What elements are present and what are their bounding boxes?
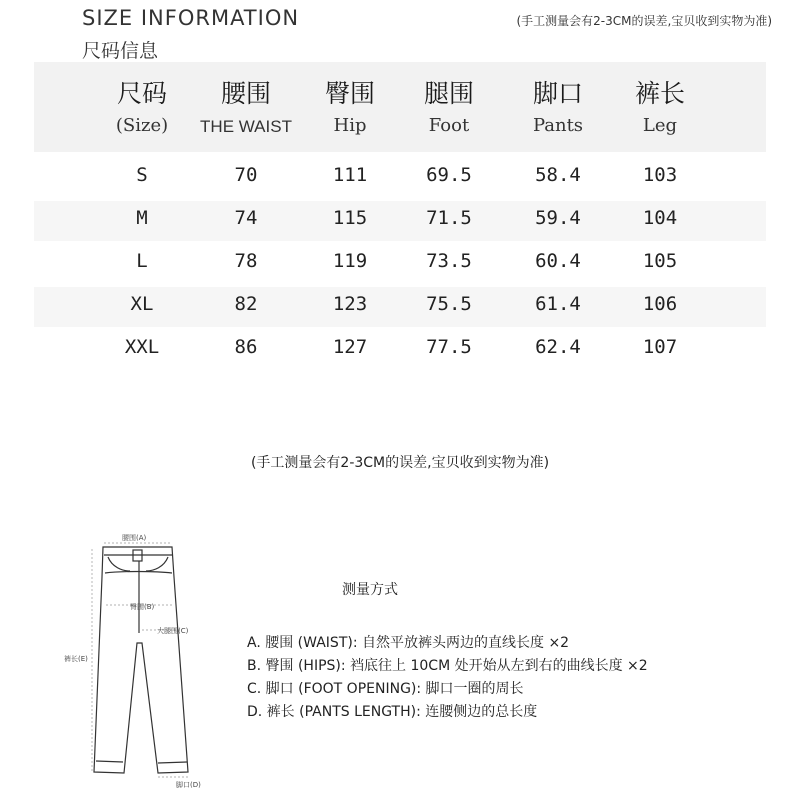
column-header-en: THE WAIST — [200, 117, 292, 136]
column-header-zh: 尺码 — [116, 79, 167, 108]
column-header-zh: 裤长 — [634, 79, 685, 108]
table-cell: 119 — [332, 250, 368, 272]
table-cell: 60.4 — [535, 250, 581, 272]
title-chinese: 尺码信息 — [82, 40, 159, 62]
table-cell: 107 — [642, 336, 678, 358]
table-cell: 71.5 — [426, 207, 472, 229]
diagram-label-thigh: 大腿围(C) — [157, 627, 189, 635]
table-cell: 82 — [234, 293, 258, 315]
table-cell: 104 — [642, 207, 678, 229]
table-cell: 111 — [332, 164, 368, 186]
table-cell: 78 — [234, 250, 258, 272]
table-cell: 61.4 — [535, 293, 581, 315]
diagram-label-hip: 臀围(B) — [130, 603, 155, 611]
table-cell: 62.4 — [535, 336, 581, 358]
method-item-length: D. 裤长 (PANTS LENGTH): 连腰侧边的总长度 — [247, 704, 538, 720]
table-cell: 75.5 — [426, 293, 472, 315]
diagram-label-length: 裤长(E) — [64, 655, 88, 663]
pants-diagram — [60, 525, 220, 795]
table-cell: 59.4 — [535, 207, 581, 229]
size-cell: XL — [130, 293, 154, 315]
column-header-en: Hip — [333, 115, 367, 136]
title-english: SIZE INFORMATION — [82, 6, 300, 30]
column-header-en: Leg — [642, 115, 678, 136]
size-cell: S — [136, 164, 148, 186]
table-cell: 123 — [332, 293, 368, 315]
method-item-hips: B. 臀围 (HIPS): 裆底往上 10CM 处开始从左到右的曲线长度 ×2 — [247, 658, 648, 674]
table-cell: 69.5 — [426, 164, 472, 186]
table-cell: 127 — [332, 336, 368, 358]
column-header-en: Pants — [532, 115, 584, 136]
table-cell: 115 — [332, 207, 368, 229]
size-cell: L — [136, 250, 148, 272]
measurement-note-middle: (手工测量会有2-3CM的误差,宝贝收到实物为准) — [250, 455, 550, 471]
table-row — [34, 201, 766, 241]
column-header-en: Foot — [428, 115, 470, 136]
method-item-foot: C. 脚口 (FOOT OPENING): 脚口一圈的周长 — [247, 681, 524, 697]
method-list — [247, 632, 648, 724]
size-cell: XXL — [124, 336, 160, 358]
method-title: 测量方式 — [342, 582, 398, 598]
table-row — [34, 330, 766, 370]
column-header-zh: 臀围 — [324, 79, 375, 108]
table-cell: 103 — [642, 164, 678, 186]
table-cell: 77.5 — [426, 336, 472, 358]
table-cell: 86 — [234, 336, 258, 358]
column-header-zh: 脚口 — [532, 79, 583, 108]
table-cell: 70 — [234, 164, 258, 186]
table-cell: 105 — [642, 250, 678, 272]
table-cell: 58.4 — [535, 164, 581, 186]
table-cell: 106 — [642, 293, 678, 315]
measurement-note-top: (手工测量会有2-3CM的误差,宝贝收到实物为准) — [516, 14, 772, 28]
table-row — [34, 158, 766, 198]
diagram-label-foot: 脚口(D) — [176, 781, 201, 789]
column-header-zh: 腰围 — [220, 79, 271, 108]
table-row — [34, 287, 766, 327]
method-item-waist: A. 腰围 (WAIST): 自然平放裤头两边的直线长度 ×2 — [247, 635, 570, 651]
column-header-en: (Size) — [115, 115, 169, 136]
diagram-label-waist: 腰围(A) — [122, 534, 147, 542]
column-header-zh: 腿围 — [423, 79, 474, 108]
table-cell: 73.5 — [426, 250, 472, 272]
table-cell: 74 — [234, 207, 258, 229]
size-cell: M — [136, 207, 148, 229]
table-row — [34, 244, 766, 284]
